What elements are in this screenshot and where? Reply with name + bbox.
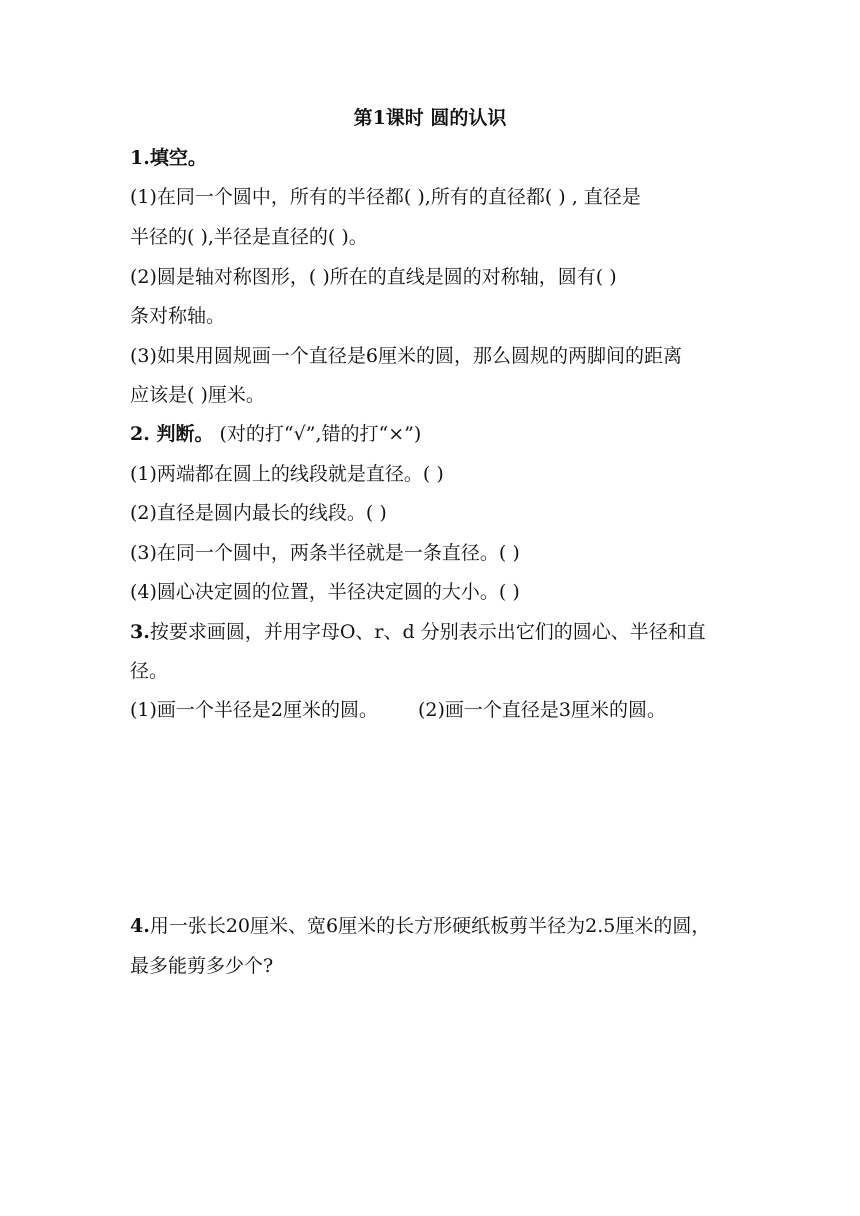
page-title: 第1课时 圆的认识 [353,107,507,129]
q3-heading: 3. [130,621,150,643]
q4-line-1-wrap [130,914,710,938]
q1-line-2: 半径的( ),半径是直径的( )。 [130,226,368,248]
q4-line-2: 最多能剪多少个? [130,955,274,977]
q1-line-1: (1)在同一个圆中，所有的半径都( ),所有的直径都( ) , 直径是 [130,186,641,208]
q2-heading-line [130,422,421,446]
q2-item-4: (4)圆心决定圆的位置，半径决定圆的大小。( ) [130,581,520,603]
q3-parts [130,698,666,722]
q1-line-6: 应该是( )厘米。 [130,384,265,406]
q1-line-3: (2)圆是轴对称图形，( )所在的直线是圆的对称轴，圆有( ) [130,266,617,288]
q2-heading: 2. 判断。 [130,423,214,445]
q1-line-4: 条对称轴。 [130,305,226,327]
q4-heading: 4. [130,915,150,937]
q2-item-3: (3)在同一个圆中，两条半径就是一条直径。( ) [130,542,520,564]
q3-line-2: 径。 [130,660,169,682]
q1-heading: 1.填空。 [130,147,207,169]
q2-item-1: (1)两端都在圆上的线段就是直径。( ) [130,463,444,485]
q3-part-2: (2)画一个直径是3厘米的圆。 [418,699,667,721]
q1-line-5: (3)如果用圆规画一个直径是6厘米的圆，那么圆规的两脚间的距离 [130,345,683,367]
q3-part-1: (1)画一个半径是2厘米的圆。 [130,699,379,721]
q4-line-1: 用一张长20厘米、宽6厘米的长方形硬纸板剪半径为2.5厘米的圆， [149,915,711,937]
q2-item-2: (2)直径是圆内最长的线段。( ) [130,502,387,524]
q3-line-1-wrap [130,620,706,644]
q3-line-1: 按要求画圆，并用字母O、r、d 分别表示出它们的圆心、半径和直 [149,621,706,643]
q2-instruction: (对的打“√”,错的打“×”) [213,423,422,445]
